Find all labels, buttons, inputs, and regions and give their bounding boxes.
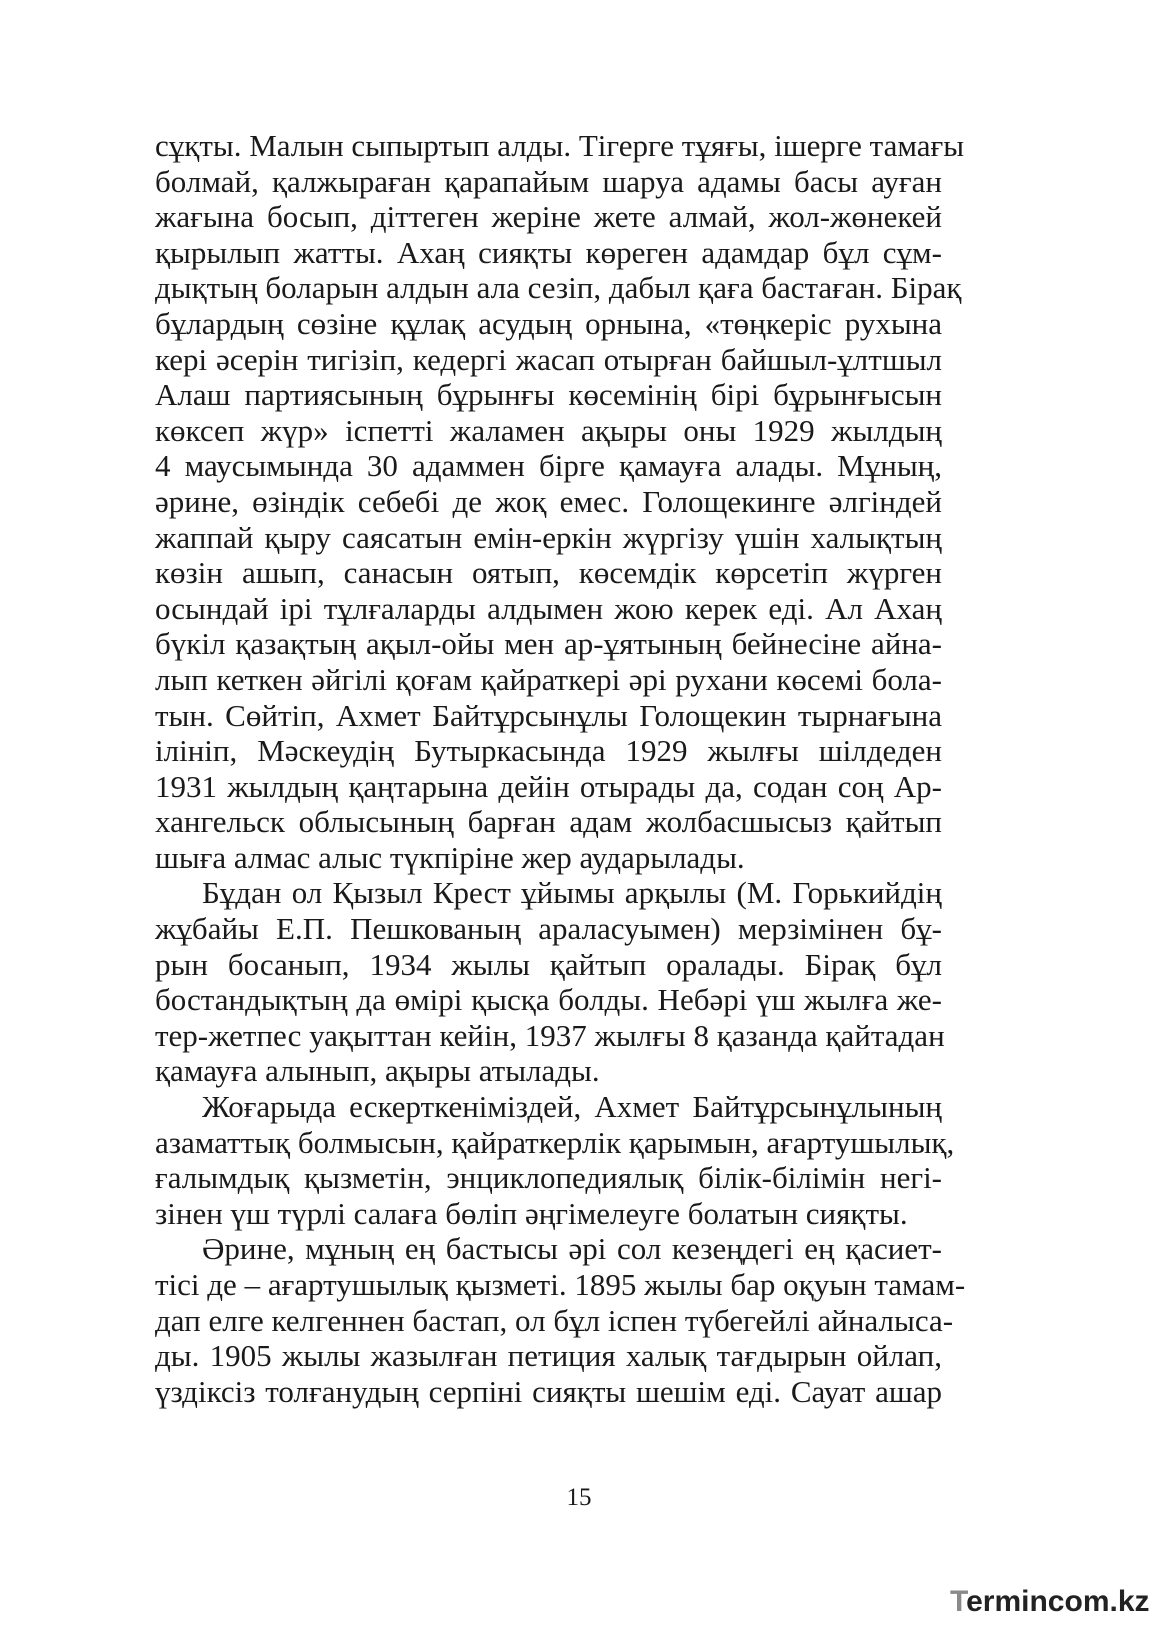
text-line: ды. 1905 жылы жазылған петиция халық тағдырын ойлап, xyxy=(155,1338,942,1374)
text-line: 1931 жылдың қаңтарына дейін отырады да, содан соң Ар- xyxy=(155,768,942,804)
page-number: 15 xyxy=(566,1484,592,1511)
text-line: кері әсерін тигізіп, кедергі жасап отырған байшыл-ұлтшыл xyxy=(155,341,942,377)
text-line: дықтың боларын алдын ала сезіп, дабыл қаға бастаған. Бірақ xyxy=(155,270,962,306)
text-line: Жоғарыда ескерткеніміздей, Ахмет Байтұрсынұлының xyxy=(202,1089,942,1125)
text-line: тісі де – ағартушылық қызметі. 1895 жылы бар оқуын тамам- xyxy=(155,1267,966,1302)
text-line: осындай ірі тұлғаларды алдымен жою керек еді. Ал Ахаң xyxy=(155,590,942,626)
text-line: тын. Сөйтіп, Ахмет Байтұрсынұлы Голощекин тырнағына xyxy=(155,697,942,733)
text-line: дап елге келгеннен бастап, ол бұл іспен түбегейлі айналыса- xyxy=(155,1302,954,1338)
text-line: бүкіл қазақтың ақыл-ойы мен ар-ұятының бейнесіне айна- xyxy=(155,626,942,662)
text-line: бостандықтың да өмірі қысқа болды. Небәрі үш жылға же- xyxy=(155,982,942,1018)
text-line: тер-жетпес уақыттан кейін, 1937 жылғы 8 қазанда қайтадан xyxy=(155,1017,945,1053)
watermark-logo xyxy=(940,1585,1150,1625)
text-line: көзін ашып, санасын оятып, көсемдік көрсетіп жүрген xyxy=(155,555,942,591)
text-line: хангельск облысының барған адам жолбасшысыз қайтып xyxy=(155,804,942,840)
text-line: шыға алмас алыс түкпіріне жер аударылады. xyxy=(155,839,745,875)
watermark-domain: ermincom.kz xyxy=(966,1585,1150,1618)
text-line: жұбайы Е.П. Пешкованың араласуымен) мерзімінен бұ- xyxy=(155,911,942,947)
text-line: лып кеткен әйгілі қоғам қайраткері әрі рухани көсемі бола- xyxy=(155,661,942,697)
text-line: үздіксіз толғанудың серпіні сияқты шешім еді. Сауат ашар xyxy=(155,1373,942,1409)
text-line: қамауға алынып, ақыры атылады. xyxy=(155,1053,600,1089)
text-line: жағына босып, діттеген жеріне жете алмай, жол-жөнекей xyxy=(155,199,942,235)
text-line: бұлардың сөзіне құлақ асудың орнына, «төңкеріс рухына xyxy=(155,305,942,341)
text-line: әрине, өзіндік себебі де жоқ емес. Голощекинге әлгіндей xyxy=(155,483,942,519)
watermark-text xyxy=(950,1585,1150,1619)
text-line: 4 маусымында 30 адаммен бірге қамауға алады. Мұның, xyxy=(155,448,942,484)
text-line: Бұдан ол Қызыл Крест ұйымы арқылы (М. Горькийдің xyxy=(202,875,942,911)
text-line: көксеп жүр» іспетті жаламен ақыры оны 1929 жылдың xyxy=(155,412,942,448)
text-line: қырылып жатты. Ахаң сияқты көреген адамдар бұл сұм- xyxy=(155,234,942,270)
watermark-t-letter: T xyxy=(950,1585,967,1618)
text-line: Алаш партиясының бұрынғы көсемінің бірі бұрынғысын xyxy=(155,377,942,413)
body-text xyxy=(155,128,966,1409)
text-line: зінен үш түрлі салаға бөліп әңгімелеуге болатын сияқты. xyxy=(155,1195,908,1231)
text-line: ілініп, Мәскеудің Бутыркасында 1929 жылғы шілдеден xyxy=(155,733,942,769)
text-line: азаматтық болмысын, қайраткерлік қарымын, ағартушылық, xyxy=(155,1124,955,1160)
text-line: болмай, қалжыраған қарапайым шаруа адамы басы ауған xyxy=(155,163,942,199)
text-line: ғалымдық қызметін, энциклопедиялық білік-білімін негі- xyxy=(155,1160,942,1196)
text-line: сұқты. Малын сыпыртып алды. Тігерге тұяғы, ішерге тамағы xyxy=(155,128,965,163)
text-line: рын босанып, 1934 жылы қайтып оралады. Бірақ бұл xyxy=(155,946,942,982)
text-line: Әрине, мұның ең бастысы әрі сол кезеңдегі ең қасиет- xyxy=(202,1231,942,1267)
text-line: жаппай қыру саясатын емін-еркін жүргізу үшін халықтың xyxy=(155,519,942,555)
